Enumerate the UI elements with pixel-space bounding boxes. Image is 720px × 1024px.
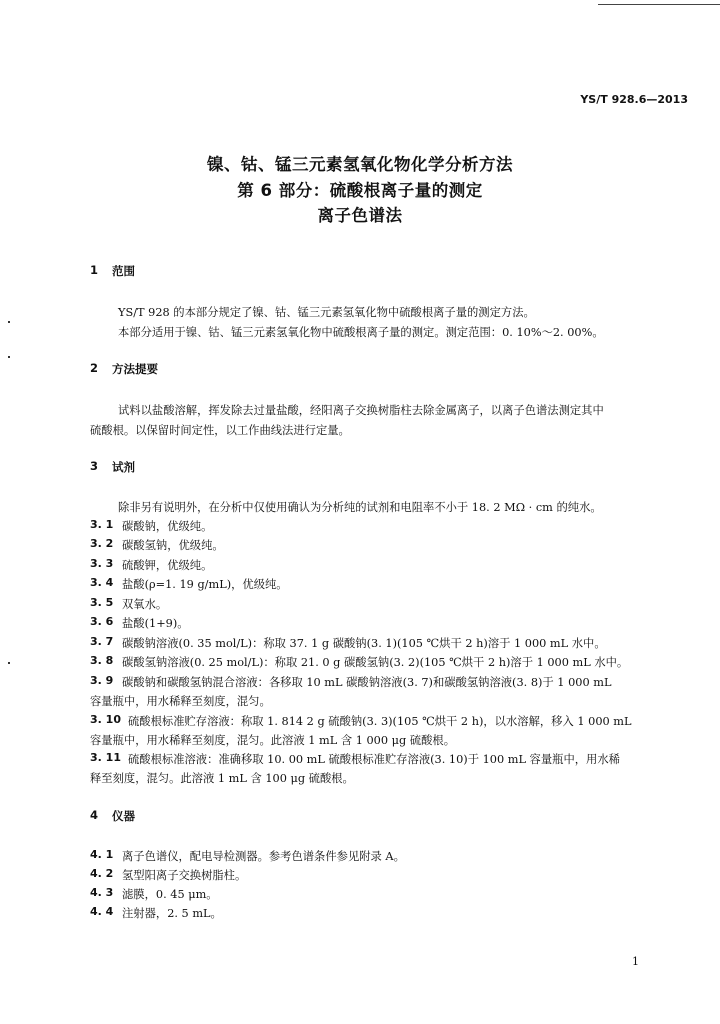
section-3-number: 3 bbox=[90, 459, 99, 473]
section-2-heading: 方法提要 bbox=[112, 362, 158, 376]
reagent-text: 盐酸(1+9)。 bbox=[122, 617, 189, 630]
instrument-text: 注射器，2. 5 mL。 bbox=[122, 907, 222, 920]
section-4-number: 4 bbox=[90, 808, 99, 822]
reagent-number: 3. 10 bbox=[90, 713, 121, 726]
reagent-number: 3. 4 bbox=[90, 576, 114, 589]
reagents-intro: 除非另有说明外，在分析中仅使用确认为分析纯的试剂和电阻率不小于 18. 2 MΩ · cm 的纯水。 bbox=[118, 501, 602, 514]
reagent-text: 双氧水。 bbox=[122, 598, 168, 611]
reagent-number: 3. 6 bbox=[90, 615, 114, 628]
instrument-number: 4. 4 bbox=[90, 905, 114, 918]
scope-paragraph-2: 本部分适用于镍、钴、锰三元素氢氧化物中硫酸根离子量的测定。测定范围：0. 10%～2. 00%。 bbox=[118, 326, 604, 339]
scope-paragraph-1: YS/T 928 的本部分规定了镍、钴、锰三元素氢氧化物中硫酸根离子量的测定方法。 bbox=[118, 306, 535, 319]
title-line-2: 第 6 部分：硫酸根离子量的测定 bbox=[237, 181, 483, 200]
method-line-2: 硫酸根。以保留时间定性，以工作曲线法进行定量。 bbox=[90, 424, 350, 437]
reagent-text: 碳酸钠，优级纯。 bbox=[122, 520, 213, 533]
scan-mark bbox=[8, 662, 10, 664]
reagent-text: 碳酸钠溶液(0. 35 mol/L)：称取 37. 1 g 碳酸钠(3. 1)(105 ℃烘干 2 h)溶于 1 000 mL 水中。 bbox=[122, 637, 606, 650]
reagent-text-continued: 释至刻度，混匀。此溶液 1 mL 含 100 μg 硫酸根。 bbox=[90, 772, 354, 785]
reagent-text: 硫酸根标准溶液：准确移取 10. 00 mL 硫酸根标准贮存溶液(3. 10)于 100 mL 容量瓶中，用水稀 bbox=[128, 753, 620, 766]
top-rule bbox=[598, 4, 720, 5]
method-line-1: 试料以盐酸溶解，挥发除去过量盐酸，经阳离子交换树脂柱去除金属离子，以离子色谱法测定其中 bbox=[118, 404, 604, 417]
section-4-heading: 仪器 bbox=[112, 809, 135, 823]
reagent-text: 碳酸钠和碳酸氢钠混合溶液：各移取 10 mL 碳酸钠溶液(3. 7)和碳酸氢钠溶液(3. 8)于 1 000 mL bbox=[122, 676, 612, 689]
section-1-heading: 范围 bbox=[112, 264, 135, 278]
instrument-text: 离子色谱仪，配电导检测器。参考色谱条件参见附录 A。 bbox=[122, 850, 405, 863]
section-2-number: 2 bbox=[90, 361, 99, 375]
reagent-number: 3. 1 bbox=[90, 518, 114, 531]
reagent-text: 碳酸氢钠，优级纯。 bbox=[122, 539, 224, 552]
reagent-text: 硫酸根标准贮存溶液：称取 1. 814 2 g 硫酸钠(3. 3)(105 ℃烘干 2 h)，以水溶解，移入 1 000 mL bbox=[128, 715, 632, 728]
scan-mark bbox=[8, 321, 10, 323]
section-1-number: 1 bbox=[90, 263, 99, 277]
title-line-1: 镍、钴、锰三元素氢氧化物化学分析方法 bbox=[207, 155, 513, 174]
instrument-number: 4. 2 bbox=[90, 867, 114, 880]
reagent-text: 盐酸(ρ=1. 19 g/mL)，优级纯。 bbox=[122, 578, 288, 591]
reagent-number: 3. 7 bbox=[90, 635, 114, 648]
standard-code: YS/T 928.6—2013 bbox=[580, 93, 688, 106]
reagent-text: 碳酸氢钠溶液(0. 25 mol/L)：称取 21. 0 g 碳酸氢钠(3. 2)(105 ℃烘干 2 h)溶于 1 000 mL 水中。 bbox=[122, 656, 629, 669]
reagent-number: 3. 2 bbox=[90, 537, 114, 550]
title-line-3: 离子色谱法 bbox=[317, 206, 403, 225]
reagent-text: 硫酸钾，优级纯。 bbox=[122, 559, 213, 572]
reagent-text-continued: 容量瓶中，用水稀释至刻度，混匀。 bbox=[90, 695, 271, 708]
reagent-number: 3. 5 bbox=[90, 596, 114, 609]
instrument-number: 4. 3 bbox=[90, 886, 114, 899]
reagent-number: 3. 3 bbox=[90, 557, 114, 570]
reagent-number: 3. 8 bbox=[90, 654, 114, 667]
page-number: 1 bbox=[632, 955, 639, 968]
scan-mark bbox=[8, 356, 10, 358]
reagent-number: 3. 11 bbox=[90, 751, 121, 764]
reagent-number: 3. 9 bbox=[90, 674, 114, 687]
instrument-text: 滤膜，0. 45 μm。 bbox=[122, 888, 218, 901]
reagent-text-continued: 容量瓶中，用水稀释至刻度，混匀。此溶液 1 mL 含 1 000 μg 硫酸根。 bbox=[90, 734, 455, 747]
instrument-text: 氢型阳离子交换树脂柱。 bbox=[122, 869, 247, 882]
section-3-heading: 试剂 bbox=[112, 460, 135, 474]
instrument-number: 4. 1 bbox=[90, 848, 114, 861]
